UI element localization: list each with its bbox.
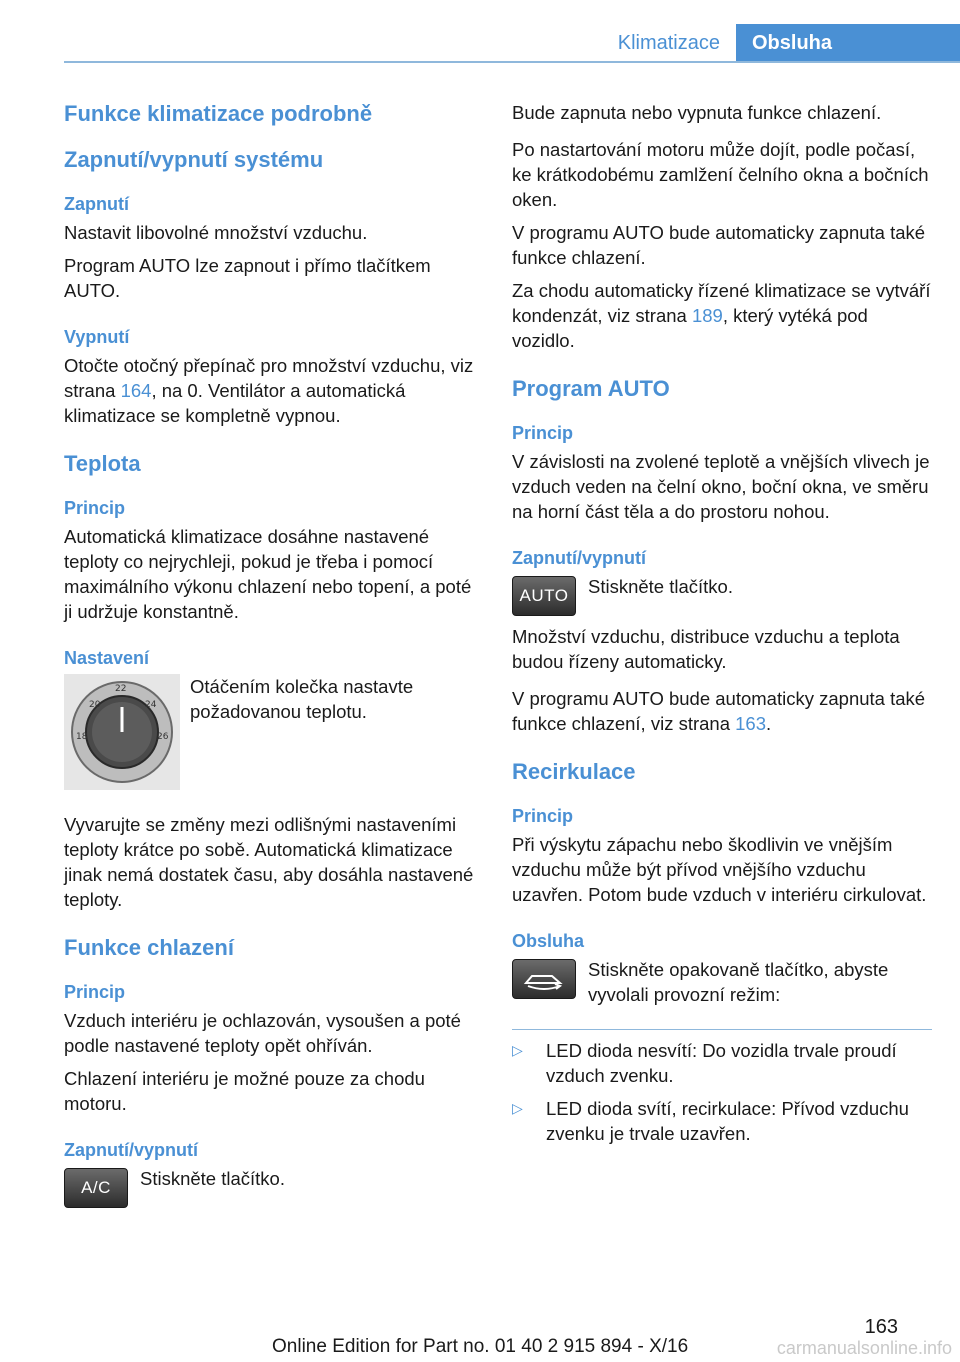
recirculation-button-figure: [512, 957, 932, 1015]
ac-button-image: [64, 1168, 128, 1208]
knob-label-20: 20: [89, 700, 101, 710]
fogging-note: Po nastartování motoru může dojít, podle počasí, ke krátkodobému zamlžení čelního okna a bočních oken.: [512, 139, 929, 210]
recirculation-button-text: Stiskněte opakovaně tlačítko, abyste vyvolali provozní režim:: [588, 959, 889, 1005]
knob-label-26: 26: [157, 732, 169, 742]
temperature-principle-text: Automatická klimatizace dosáhne nastavené teploty co nejrychleji, pokud je třeba i pomocí maximálního výkonu chlazení nebo topení, a poté ji udržuje konstantně.: [64, 526, 472, 622]
list-item: ▷ LED dioda svítí, recirkulace: Přívod vzduchu zvenku je trvale uzavřen.: [512, 1098, 909, 1144]
car-recirculation-icon: [522, 967, 566, 991]
auto-program-heading: Program AUTO: [512, 376, 670, 401]
page-link-164[interactable]: 164: [120, 380, 152, 401]
ac-button-figure: [64, 1166, 476, 1208]
triangle-bullet-icon: ▷: [512, 1042, 523, 1058]
triangle-bullet-icon: ▷: [512, 1100, 523, 1116]
cooling-text-2: Chlazení interiéru je možné pouze za chodu motoru.: [64, 1068, 425, 1114]
condensate-note: Za chodu automaticky řízené klimatizace se vytváří kondenzát, viz strana 189, který vytéká pod vozidlo.: [512, 280, 931, 351]
knob-label-18: 18: [76, 732, 88, 742]
recirculation-principle-text: Při výskytu zápachu nebo škodlivin ve vnějším vzduchu může být přívod vnějšího vzduchu uzavřen. Potom bude vzduch v interiéru cirkulovat.: [512, 834, 927, 905]
auto-button-label: AUTO: [519, 586, 569, 605]
page-number: 163: [864, 1316, 898, 1338]
watermark-text: carmanualsonline.info: [776, 1338, 952, 1358]
settings-heading: Nastavení: [64, 648, 150, 668]
cooling-principle-heading: Princip: [64, 982, 126, 1002]
header-rule: [64, 61, 960, 63]
page-footer: [0, 1300, 960, 1362]
cooling-onoff-heading: Zapnutí/vypnutí: [64, 1140, 198, 1160]
cooling-text-1: Vzduch interiéru je ochlazován, vysoušen a poté podle nastavené teploty opět ohříván.: [64, 1010, 461, 1056]
off-text: Otočte otočný přepínač pro množství vzduchu, viz strana 164, na 0. Ventilátor a automatická klimatizace se kompletně vypnou.: [64, 355, 474, 426]
operation-heading: Obsluha: [512, 931, 585, 951]
page-header: [0, 0, 960, 64]
cooling-onoff-result: Bude zapnuta nebo vypnuta funkce chlazení.: [512, 102, 882, 123]
system-heading: Zapnutí/vypnutí systému: [64, 147, 324, 172]
chapter-tab: Obsluha: [736, 24, 960, 62]
list-separator: [512, 1029, 932, 1030]
on-text-1: Nastavit libovolné množství vzduchu.: [64, 222, 368, 243]
auto-button-figure: [512, 574, 932, 616]
recirculation-heading: Recirkulace: [512, 759, 636, 784]
auto-button-image: [512, 576, 576, 616]
temperature-knob-icon: [67, 677, 177, 787]
on-text-2: Program AUTO lze zapnout i přímo tlačítkem AUTO.: [64, 255, 431, 301]
on-heading: Zapnutí: [64, 194, 129, 214]
recirculation-button-image: [512, 959, 576, 999]
left-column: [64, 100, 476, 1216]
cooling-heading: Funkce chlazení: [64, 935, 234, 960]
mode-list: [512, 1038, 932, 1146]
off-heading: Vypnutí: [64, 327, 130, 347]
section-tab: Klimatizace: [617, 32, 720, 54]
temperature-principle-heading: Princip: [64, 498, 126, 518]
page-title: Funkce klimatizace podrobně: [64, 101, 373, 126]
auto-onoff-heading: Zapnutí/vypnutí: [512, 548, 646, 568]
recirculation-principle-heading: Princip: [512, 806, 574, 826]
list-item: ▷ LED dioda nesvítí: Do vozidla trvale proudí vzduch zvenku.: [512, 1040, 897, 1086]
right-column: [512, 100, 932, 1154]
auto-button-text-1: Stiskněte tlačítko.: [588, 576, 733, 597]
temperature-knob-figure: [64, 674, 476, 790]
warning-text: Vyvarujte se změny mezi odlišnými nastaveními teploty krátce po sobě. Automatická klimatizace jinak nemá dostatek času, aby dosáhla nastavené teploty.: [64, 814, 474, 910]
temperature-knob-image: [64, 674, 180, 790]
ac-button-text: Stiskněte tlačítko.: [140, 1168, 285, 1189]
page-link-163[interactable]: 163: [735, 713, 767, 734]
auto-principle-heading: Princip: [512, 423, 574, 443]
auto-button-text-2: Množství vzduchu, distribuce vzduchu a teplota budou řízeny automaticky.: [512, 626, 900, 672]
edition-text: Online Edition for Part no. 01 40 2 915 894 - X/16: [272, 1336, 689, 1357]
auto-principle-text: V závislosti na zvolené teplotě a vnějších vlivech je vzduch veden na čelní okno, boční okna, ve směru na horní část těla a do prostoru nohou.: [512, 451, 930, 522]
auto-cooling-ref: V programu AUTO bude automaticky zapnuta také funkce chlazení, viz strana 163.: [512, 688, 926, 734]
settings-text: Otáčením kolečka nastavte požadovanou teplotu.: [190, 676, 414, 722]
ac-button-label: A/C: [81, 1178, 111, 1197]
temperature-heading: Teplota: [64, 451, 141, 476]
page-link-189[interactable]: 189: [691, 305, 723, 326]
knob-label-22: 22: [115, 684, 127, 694]
knob-label-24: 24: [145, 700, 157, 710]
auto-cooling-note: V programu AUTO bude automaticky zapnuta také funkce chlazení.: [512, 222, 926, 268]
